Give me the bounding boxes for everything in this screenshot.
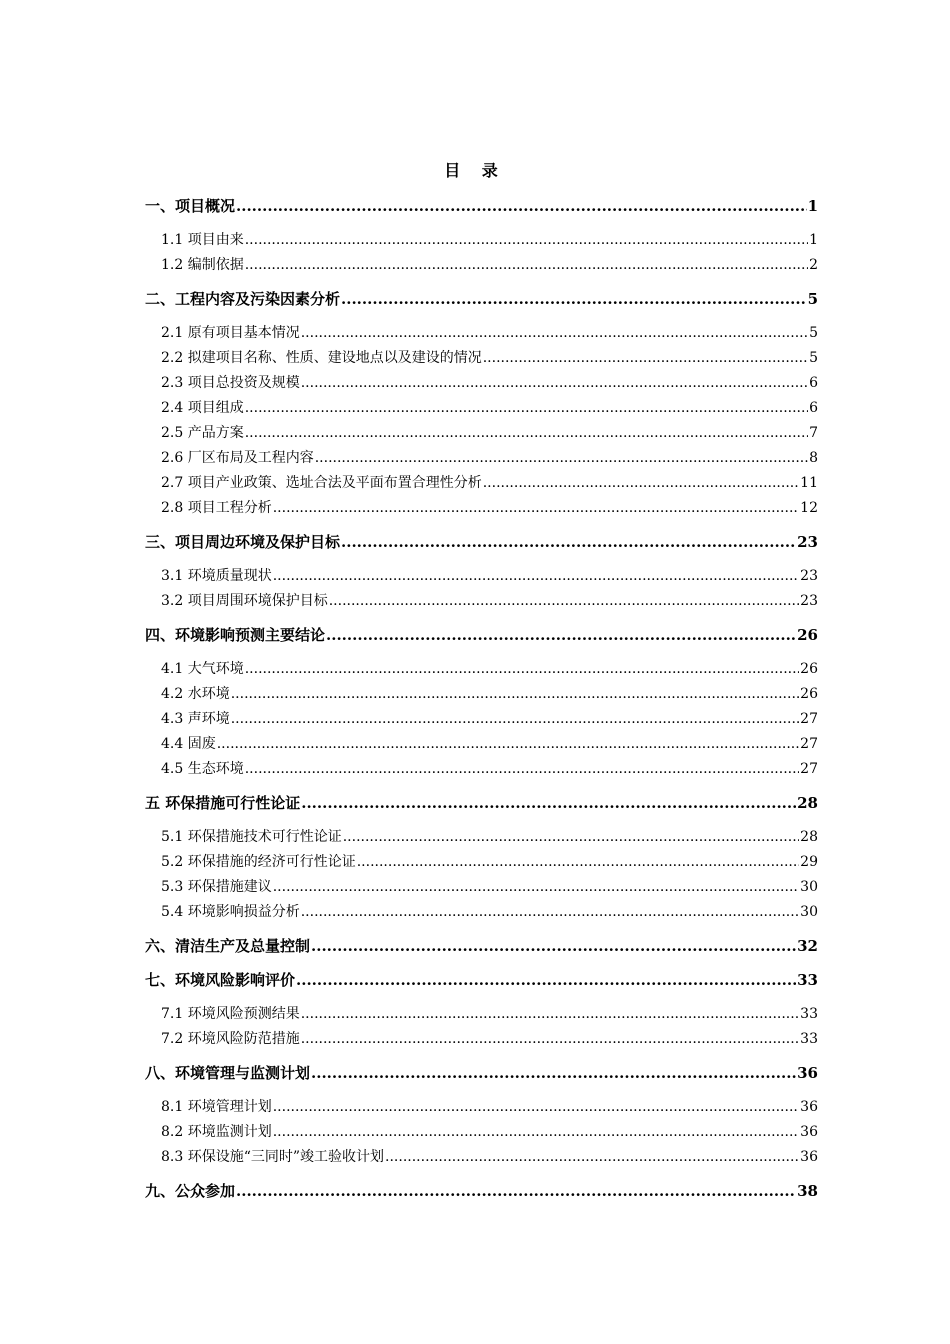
toc-entry-label: 2.7 项目产业政策、选址合法及平面布置合理性分析 [161,475,482,491]
toc-subentry[interactable] [145,1028,818,1050]
toc-entry-label: 2.1 原有项目基本情况 [161,325,300,341]
toc-entry-label: 2.6 厂区布局及工程内容 [161,450,314,466]
toc-page-number: 38 [797,1182,818,1200]
toc-entry-label: 8.3 环保设施“三同时”竣工验收计划 [161,1149,385,1165]
toc-entry-label: 4.1 大气环境 [161,661,244,677]
toc-leader-dots [217,736,799,752]
toc-page-number: 33 [800,1031,818,1047]
toc-leader-dots [245,400,808,416]
toc-leader-dots [341,533,796,551]
toc-page-number: 6 [809,400,818,416]
toc-entry-label: 1.2 编制依据 [161,257,244,273]
toc-entry-label: 九、公众参加 [145,1182,236,1200]
toc-entry-label: 三、项目周边环境及保护目标 [145,533,341,551]
toc-heading[interactable] [145,531,818,553]
toc-entry-label: 5.2 环保措施的经济可行性论证 [161,854,356,870]
toc-entry-label: 2.5 产品方案 [161,425,244,441]
toc-entry-label: 3.2 项目周围环境保护目标 [161,593,328,609]
toc-entry-label: 5.4 环境影响损益分析 [161,904,300,920]
toc-leader-dots [273,1099,799,1115]
toc-subentry[interactable] [145,422,818,444]
toc-leader-dots [357,854,799,870]
toc-entry-label: 3.1 环境质量现状 [161,568,272,584]
toc-page-number: 23 [800,568,818,584]
toc-subentry[interactable] [145,447,818,469]
toc-leader-dots [245,661,799,677]
toc-page-number: 27 [800,711,818,727]
toc-subentry[interactable] [145,708,818,730]
toc-subentry[interactable] [145,758,818,780]
toc-subentry[interactable] [145,322,818,344]
toc-subentry[interactable] [145,397,818,419]
toc-leader-dots [301,1006,799,1022]
toc-page-number: 2 [809,257,818,273]
toc-subentry[interactable] [145,590,818,612]
toc-heading[interactable] [145,195,818,217]
toc-entry-label: 4.3 声环境 [161,711,230,727]
toc-leader-dots [326,626,796,644]
toc-page-number: 26 [800,686,818,702]
toc-page-number: 5 [807,290,818,308]
toc-page-number: 30 [800,879,818,895]
toc-page-number: 1 [807,197,818,215]
toc-leader-dots [301,375,808,391]
toc-subentry[interactable] [145,683,818,705]
toc-page-number: 26 [797,626,818,644]
toc-entry-label: 7.1 环境风险预测结果 [161,1006,300,1022]
toc-page-number: 36 [800,1124,818,1140]
toc-subentry[interactable] [145,565,818,587]
toc-heading[interactable] [145,288,818,310]
toc-entry-label: 1.1 项目由来 [161,232,244,248]
toc-leader-dots [315,450,808,466]
toc-leader-dots [343,829,799,845]
toc-page-number: 7 [809,425,818,441]
toc-subentry[interactable] [145,497,818,519]
toc-leader-dots [301,325,808,341]
toc-entry-label: 7.2 环境风险防范措施 [161,1031,300,1047]
toc-page-number: 33 [797,971,818,989]
toc-leader-dots [245,425,808,441]
toc-entry-label: 5.3 环保措施建议 [161,879,272,895]
toc-page-number: 23 [797,533,818,551]
toc-entry-label: 2.3 项目总投资及规模 [161,375,300,391]
toc-subentry[interactable] [145,901,818,923]
toc-leader-dots [273,879,799,895]
toc-page-number: 5 [809,325,818,341]
toc-subentry[interactable] [145,1096,818,1118]
toc-page-number: 32 [797,937,818,955]
toc-leader-dots [296,971,796,989]
toc-subentry[interactable] [145,229,818,251]
toc-leader-dots [231,711,799,727]
toc-leader-dots [245,257,808,273]
toc-heading[interactable] [145,969,818,991]
toc-entry-label: 六、清洁生产及总量控制 [145,937,311,955]
toc-page-number: 36 [800,1149,818,1165]
toc-page-number: 29 [800,854,818,870]
toc-heading[interactable] [145,1180,818,1202]
toc-subentry[interactable] [145,254,818,276]
toc-leader-dots [231,686,799,702]
toc-subentry[interactable] [145,826,818,848]
toc-entry-label: 4.5 生态环境 [161,761,244,777]
toc-page-number: 6 [809,375,818,391]
toc-entry-label: 8.1 环境管理计划 [161,1099,272,1115]
toc-entry-label: 八、环境管理与监测计划 [145,1064,311,1082]
toc-page-number: 33 [800,1006,818,1022]
toc-entry-label: 七、环境风险影响评价 [145,971,296,989]
toc-leader-dots [301,904,799,920]
toc-page-number: 8 [809,450,818,466]
toc-entry-label: 2.4 项目组成 [161,400,244,416]
toc-page-number: 1 [809,232,818,248]
toc-page-number: 27 [800,761,818,777]
toc-page-number: 11 [800,475,818,491]
toc-leader-dots [236,1182,796,1200]
toc-subentry[interactable] [145,876,818,898]
toc-entry-label: 5.1 环保措施技术可行性论证 [161,829,342,845]
toc-subentry[interactable] [145,1003,818,1025]
toc-entry-label: 五 环保措施可行性论证 [145,794,301,812]
toc-leader-dots [483,475,799,491]
toc-entry-label: 2.2 拟建项目名称、性质、建设地点以及建设的情况 [161,350,482,366]
toc-leader-dots [301,1031,799,1047]
toc-heading[interactable] [145,935,818,957]
toc-entry-label: 四、环境影响预测主要结论 [145,626,326,644]
toc-leader-dots [301,794,796,812]
toc-leader-dots [273,500,799,516]
toc-leader-dots [483,350,808,366]
toc-page-number: 36 [797,1064,818,1082]
toc-entry-label: 8.2 环境监测计划 [161,1124,272,1140]
toc-page-number: 28 [800,829,818,845]
toc-entry-label: 4.2 水环境 [161,686,230,702]
toc-heading[interactable] [145,1062,818,1084]
toc-subentry[interactable] [145,851,818,873]
toc-leader-dots [329,593,799,609]
toc-leader-dots [341,290,807,308]
toc-subentry[interactable] [145,658,818,680]
toc-subentry[interactable] [145,1146,818,1168]
toc-heading[interactable] [145,624,818,646]
toc-entry-label: 二、工程内容及污染因素分析 [145,290,341,308]
toc-page-number: 26 [800,661,818,677]
toc-page-number: 27 [800,736,818,752]
toc-subentry[interactable] [145,1121,818,1143]
toc-page-number: 28 [797,794,818,812]
toc-page-number: 5 [809,350,818,366]
toc-leader-dots [273,1124,799,1140]
toc-leader-dots [311,937,796,955]
toc-page-number: 12 [800,500,818,516]
toc-entry-label: 一、项目概况 [145,197,236,215]
toc-heading[interactable] [145,792,818,814]
toc-leader-dots [385,1149,799,1165]
toc-leader-dots [236,197,807,215]
toc-page-number: 36 [800,1099,818,1115]
toc-subentry[interactable] [145,347,818,369]
toc-entry-label: 2.8 项目工程分析 [161,500,272,516]
toc-subentry[interactable] [145,372,818,394]
toc-leader-dots [311,1064,796,1082]
toc-subentry[interactable] [145,472,818,494]
toc-leader-dots [245,761,799,777]
toc-subentry[interactable] [145,733,818,755]
toc-page-number: 23 [800,593,818,609]
toc-leader-dots [245,232,808,248]
toc-page-number: 30 [800,904,818,920]
toc-entry-label: 4.4 固废 [161,736,216,752]
toc-title: 目 录 [444,161,506,180]
toc-leader-dots [273,568,799,584]
